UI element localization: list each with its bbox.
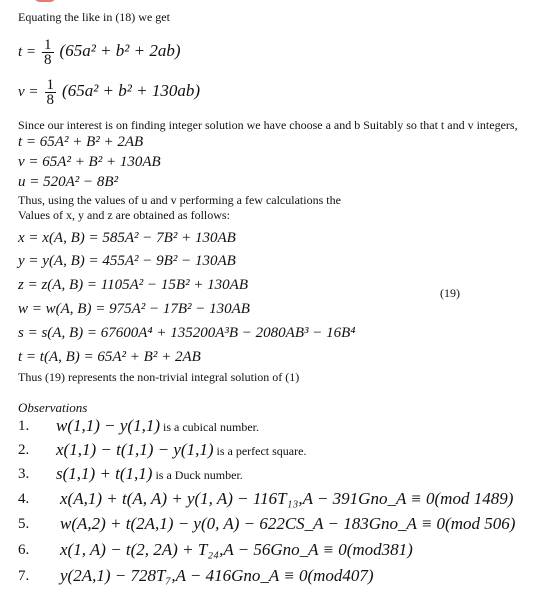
observations-title: Observations [18, 400, 88, 415]
equation-t-fraction: t = $\frac{1}{8}$ (65a² + b² + 2ab) [18, 37, 181, 68]
intro-text: Equating the like in (18) we get [18, 10, 170, 24]
solution-t: t = t(A, B) = 65A² + B² + 2AB [18, 349, 201, 365]
equation-number: (19) [440, 286, 460, 300]
sub-v: v = 65A² + B² + 130AB [18, 154, 161, 170]
solution-s: s = s(A, B) = 67600A⁴ + 135200A³B − 2080AB³ − 16B⁴ [18, 325, 356, 341]
highlight-mark [34, 0, 56, 2]
fraction: $\frac{1}{8}$ [44, 37, 52, 68]
equation-v-fraction: v = $\frac{1}{8}$ (65a² + b² + 130ab) [18, 77, 200, 108]
sub-u: u = 520A² − 8B² [18, 174, 119, 190]
sub-t: t = 65A² + B² + 2AB [18, 134, 144, 150]
thus-text-1: Thus, using the values of u and v performing a few calculations the [18, 193, 341, 207]
solution-y: y = y(A, B) = 455A² − 9B² − 130AB [18, 253, 236, 269]
since-text: Since our interest is on finding integer solution we have choose a and b Suitably so that t and v integers, [18, 118, 518, 132]
solution-z: z = z(A, B) = 1105A² − 15B² + 130AB [18, 277, 249, 293]
thus-text-3: Thus (19) represents the non-trivial integral solution of (1) [18, 370, 300, 384]
thus-text-2: Values of x, y and z are obtained as follows: [18, 208, 230, 222]
document-page: Equating the like in (18) we get t = $\frac{1}{8}$ (65a² + b² + 2ab) v = $\frac{1}{8}$ (65a² + b² + 130ab) Since our interest is on finding integer solution we have choose a and b Suitably so that t and v integers, t = 65A² + B² + 2AB v = 65A² + B² + 130AB u = 520A² − 8B² Thus, using the values of u and v performing a few calculations the Values of x, y and z are obtained as follows: x = x(A, B) = 585A² − 7B² + 130AB y = y(A, B) = 455A² − 9B² − 130AB z = z(A, B) = 1105A² − 15B² + 130AB (19) w = w(A, B) = 975A² − 17B² − 130AB s = s(A, B) = 67600A⁴ + 135200A³B − 2080AB³ − 16B⁴ t = t(A, B) = 65A² + B² + 2AB Thus (19) represents the non-trivial integral solution of (1) Observations 1. w(1,1) − y(1,1) is a cubical number. 2. x(1,1) − t(1,1) − y(1,1) is a perfect square. 3. s(1,1) + t(1,1) is a Duck number. 4. x(A,1) + t(A, A) + y(1, A) − 116T₁₃,A − 391Gno_A ≡ 0(mod 1489) 5. w(A,2) + t(2A,1) − y(0, A) − 622CS_A − 183Gno_A ≡ 0(mod 506) 6. x(1, A) − t(2, 2A) + T₂₄,A − 56Gno_A ≡ 0(mod381) 7. y(2A,1) − 728T₇,A − 416Gno_A ≡ 0(mod407) [0, 0, 536, 592]
fraction: $\frac{1}{8}$ [46, 77, 55, 108]
solution-w: w = w(A, B) = 975A² − 17B² − 130AB [18, 301, 250, 317]
solution-x: x = x(A, B) = 585A² − 7B² + 130AB [18, 230, 236, 246]
